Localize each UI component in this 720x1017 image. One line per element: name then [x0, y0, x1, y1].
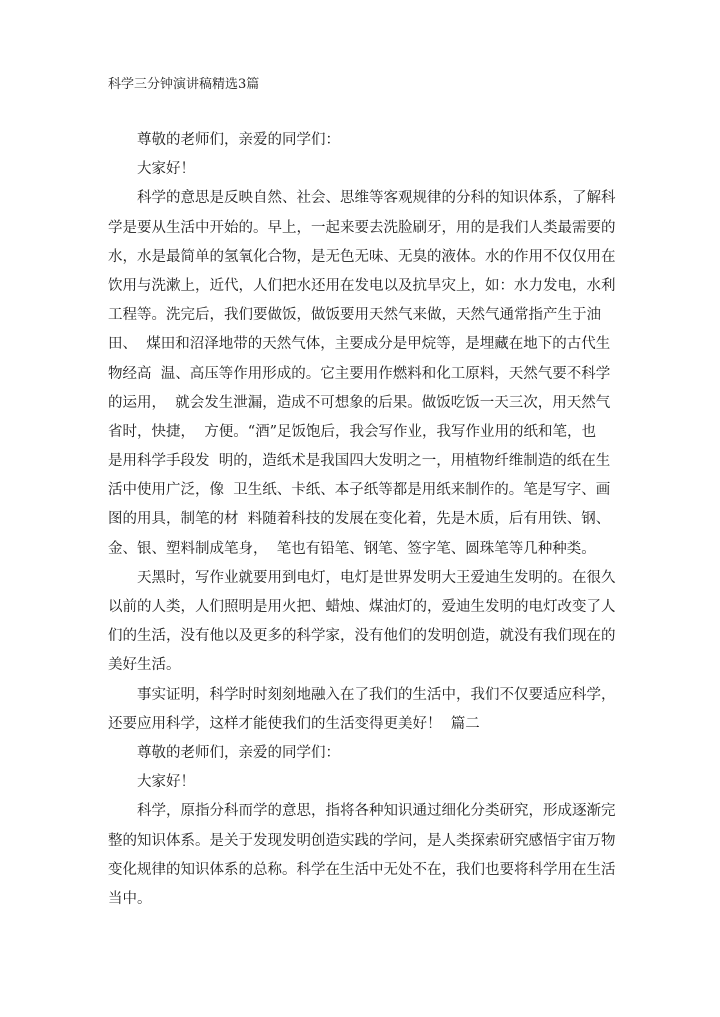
text-line: 物经高 温、高压等作用形成的。它主要用作燃料和化工原料，天然气要不科学 [108, 365, 611, 382]
text-line: 科学的意思是反映自然、社会、思维等客观规律的分科的知识体系，了解科 [137, 190, 616, 207]
text-line: 活中使用广泛，像 卫生纸、卡纸、本子纸等都是用纸来制作的。笔是写字、画 [108, 482, 611, 499]
text-line: 以前的人类，人们照明是用火把、蜡烛、煤油灯的，爱迪生发明的电灯改变了人 [108, 599, 616, 615]
text-line: 田、 煤田和沼泽地带的天然气体，主要成分是甲烷等，是埋藏在地下的古代生 [108, 336, 611, 353]
text-line: 变化规律的知识体系的总称。科学在生活中无处不在，我们也要将科学用在生活 [108, 861, 616, 878]
text-line: 天黑时，写作业就要用到电灯，电灯是世界发明大王爱迪生发明的。在很久 [137, 569, 616, 586]
text-line: 美好生活。 [108, 657, 181, 674]
text-line: 水，水是最简单的氢氧化合物，是无色无味、无臭的液体。水的作用不仅仅用在 [108, 248, 616, 265]
text-line: 工程等。洗完后，我们要做饭，做饭要用天然气来做，天然气通常指产生于油 [108, 307, 601, 324]
text-line: 整的知识体系。是关于发现发明创造实践的学问，是人类探索研究感悟宇宙万物 [108, 832, 616, 849]
document-body [108, 126, 628, 914]
text-line: 们的生活，没有他以及更多的科学家，没有他们的发明创造，就没有我们现在的 [108, 628, 616, 645]
document-title: 科学三分钟演讲稿精选3篇 [108, 77, 260, 92]
text-line: 金、银、塑料制成笔身， 笔也有铅笔、钢笔、签字笔、圆珠笔等几种种类。 [108, 540, 596, 557]
text-line: 尊敬的老师们，亲爱的同学们： [137, 744, 340, 761]
text-line: 大家好！ [137, 774, 195, 791]
text-line: 事实证明，科学时时刻刻地融入在了我们的生活中，我们不仅要适应科学， [137, 686, 616, 703]
text-line: 饮用与洗漱上，近代，人们把水还用在发电以及抗旱灾上，如：水力发电，水利 [108, 277, 616, 294]
text-line: 尊敬的老师们，亲爱的同学们： [137, 132, 340, 148]
text-line: 省时，快捷， 方便。“酒”足饭饱后，我会写作业，我写作业用的纸和笔，也 [108, 423, 597, 440]
text-line: 科学，原指分科而学的意思，指将各种知识通过细化分类研究，形成逐渐完 [137, 803, 616, 820]
text-line: 大家好！ [137, 161, 195, 178]
text-line: 当中。 [108, 890, 152, 907]
text-line: 还要应用科学，这样才能使我们的生活变得更美好！ 篇二 [108, 715, 480, 732]
text-line: 是用科学手段发 明的，造纸术是我国四大发明之一，用植物纤维制造的纸在生 [108, 453, 611, 470]
text-line: 的运用， 就会发生泄漏，造成不可想象的后果。做饭吃饭一天三次，用天然气 [108, 394, 611, 411]
text-line: 图的用具，制笔的材 料随着科技的发展在变化着，先是木质，后有用铁、钢、 [108, 511, 611, 528]
text-line: 学是要从生活中开始的。早上，一起来要去洗脸刷牙，用的是我们人类最需要的 [108, 219, 616, 236]
